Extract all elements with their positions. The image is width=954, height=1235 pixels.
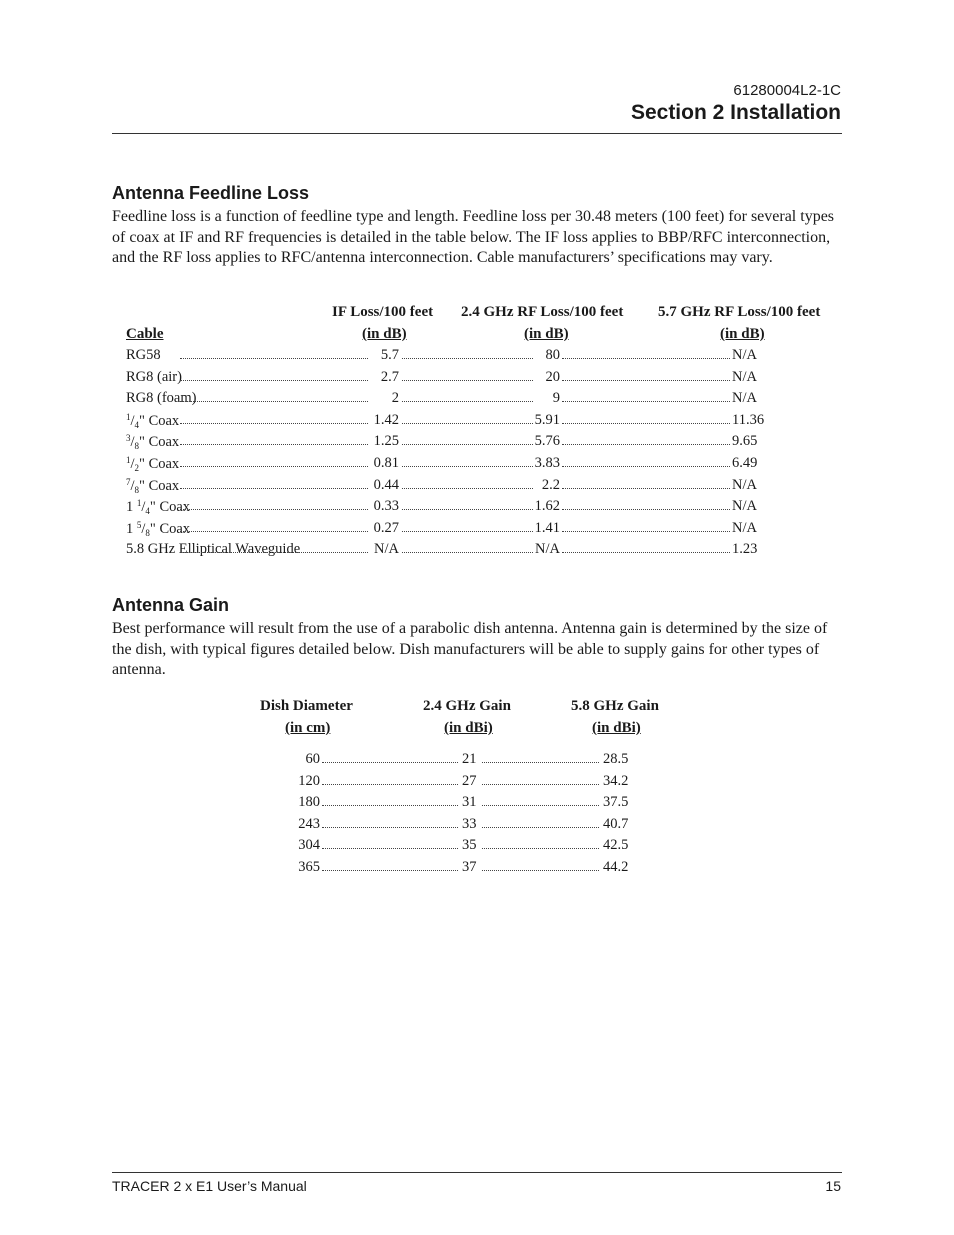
dot-leader <box>562 509 730 510</box>
dot-leader <box>402 444 533 445</box>
fraction-numerator: 7 <box>126 477 131 487</box>
dot-leader <box>322 827 458 828</box>
gain-58-cell: 44.2 <box>603 859 629 875</box>
table-row <box>0 347 954 368</box>
fraction-denominator: 8 <box>134 485 140 495</box>
col-header-gain-24: 2.4 GHz Gain <box>423 698 511 714</box>
if-loss-cell: 0.81 <box>373 455 399 471</box>
col-header-dish-diameter: Dish Diameter <box>260 698 353 714</box>
gain-24-cell: 33 <box>462 816 477 832</box>
dot-leader <box>482 848 599 849</box>
dot-leader <box>402 358 533 359</box>
dot-leader <box>322 805 458 806</box>
page-number: 15 <box>825 1178 841 1194</box>
dish-diameter-cell: 365 <box>298 859 320 875</box>
rf24-loss-cell: 9 <box>552 390 560 406</box>
cable-cell: RG8 (foam) <box>126 390 197 406</box>
table-row <box>0 412 954 433</box>
dot-leader <box>562 380 730 381</box>
table-row <box>0 816 954 837</box>
cable-suffix: " Coax <box>149 499 191 515</box>
col-header-cable: Cable <box>126 326 164 342</box>
feedline-heading: Antenna Feedline Loss <box>112 183 310 203</box>
dot-leader <box>402 488 533 489</box>
rf57-loss-cell: N/A <box>732 347 757 363</box>
dot-leader <box>322 762 458 763</box>
cable-cell: 1 $^1/_4$" Coax <box>126 498 191 516</box>
cable-suffix: " Coax <box>139 434 180 450</box>
footer-rule <box>112 1172 842 1173</box>
rf57-loss-cell: 9.65 <box>732 433 758 449</box>
manual-title: TRACER 2 x E1 User’s Manual <box>112 1178 307 1194</box>
cable-cell: RG58 <box>126 347 161 363</box>
cable-cell: 5.8 GHz Elliptical Waveguide <box>126 541 301 557</box>
dot-leader <box>180 380 368 381</box>
section-title: Section 2 Installation <box>630 101 841 124</box>
dot-leader <box>180 509 368 510</box>
gain-24-cell: 27 <box>462 773 477 789</box>
dot-leader <box>482 784 599 785</box>
dot-leader <box>402 531 533 532</box>
table-row <box>0 859 954 880</box>
fraction-numerator: 1 <box>136 498 142 508</box>
cable-prefix: 1 <box>126 499 137 515</box>
dot-leader <box>402 423 533 424</box>
dot-leader <box>180 552 368 553</box>
table-row <box>0 794 954 815</box>
cable-suffix: " Coax <box>149 521 191 537</box>
rf24-loss-cell: 80 <box>545 347 560 363</box>
dot-leader <box>402 401 533 402</box>
rf57-loss-cell: N/A <box>732 498 757 514</box>
gain-58-cell: 37.5 <box>603 794 629 810</box>
dish-diameter-cell: 243 <box>298 816 320 832</box>
table-row <box>0 751 954 772</box>
rf57-loss-cell: N/A <box>732 477 757 493</box>
dot-leader <box>482 827 599 828</box>
dot-leader <box>180 358 368 359</box>
dot-leader <box>562 444 730 445</box>
dish-diameter-cell: 180 <box>298 794 320 810</box>
dot-leader <box>180 488 368 489</box>
dot-leader <box>562 401 730 402</box>
dot-leader <box>562 358 730 359</box>
dot-leader <box>562 423 730 424</box>
dot-leader <box>180 531 368 532</box>
table-row <box>0 369 954 390</box>
col-unit-gain-24: (in dBi) <box>444 720 493 736</box>
col-unit-if-loss: (in dB) <box>362 326 407 342</box>
col-unit-rf24-loss: (in dB) <box>524 326 569 342</box>
table-row <box>0 455 954 476</box>
rf57-loss-cell: N/A <box>732 390 757 406</box>
feedline-paragraph: Feedline loss is a function of feedline type and length. Feedline loss per 30.48 meters (100 feet) for several types of coax at IF and RF frequencies is detailed in the table below. The IF loss applies to BBP/RFC interconnection, and the RF loss applies to RFC/antenna interconnection. Cable manufacturers’ specifications may vary. <box>112 208 835 267</box>
fraction-denominator: 2 <box>134 463 140 473</box>
rf24-loss-cell: 1.62 <box>534 498 560 514</box>
gain-58-cell: 28.5 <box>603 751 629 767</box>
dot-leader <box>482 870 599 871</box>
gain-24-cell: 35 <box>462 837 477 853</box>
dot-leader <box>402 509 533 510</box>
col-header-rf57-loss: 5.7 GHz RF Loss/100 feet <box>658 304 821 320</box>
dot-leader <box>562 488 730 489</box>
dot-leader <box>322 784 458 785</box>
cable-suffix: " Coax <box>139 478 180 494</box>
rf24-loss-cell: 1.41 <box>534 520 560 536</box>
table-row <box>0 541 954 562</box>
fraction-denominator: 4 <box>145 506 150 516</box>
if-loss-cell: 5.7 <box>380 347 399 363</box>
rf24-loss-cell: 20 <box>545 369 560 385</box>
dish-diameter-cell: 60 <box>305 751 320 767</box>
col-header-gain-58: 5.8 GHz Gain <box>571 698 659 714</box>
dot-leader <box>180 401 368 402</box>
cable-prefix: 1 <box>126 521 137 537</box>
rf24-loss-cell: 5.91 <box>534 412 560 428</box>
col-unit-gain-58: (in dBi) <box>592 720 641 736</box>
rf57-loss-cell: N/A <box>732 369 757 385</box>
dot-leader <box>402 552 533 553</box>
fraction-denominator: 8 <box>134 441 140 451</box>
cable-suffix: " Coax <box>139 456 180 472</box>
cable-suffix: " Coax <box>139 413 180 429</box>
col-unit-dish-diameter: (in cm) <box>285 720 331 736</box>
fraction-numerator: 1 <box>126 455 131 465</box>
rf57-loss-cell: 11.36 <box>732 412 765 428</box>
header-rule <box>112 133 842 134</box>
cable-cell: $^3/_8$" Coax <box>126 433 180 451</box>
table-row <box>0 520 954 541</box>
rf24-loss-cell: N/A <box>535 541 560 557</box>
gain-paragraph: Best performance will result from the use of a parabolic dish antenna. Antenna gain is determined by the size of the dish, with typical figures detailed below. Dish manufacturers will be able to supply gains for other types of antenna. <box>112 620 828 679</box>
cable-cell: RG8 (air) <box>126 369 182 385</box>
table-row <box>0 837 954 858</box>
gain-24-cell: 21 <box>462 751 477 767</box>
if-loss-cell: 0.33 <box>373 498 399 514</box>
dot-leader <box>180 444 368 445</box>
gain-heading: Antenna Gain <box>112 595 230 615</box>
rf57-loss-cell: N/A <box>732 520 757 536</box>
rf24-loss-cell: 2.2 <box>541 477 560 493</box>
rf57-loss-cell: 1.23 <box>732 541 758 557</box>
if-loss-cell: N/A <box>374 541 399 557</box>
dot-leader <box>482 762 599 763</box>
document-number: 61280004L2-1C <box>733 82 841 99</box>
rf24-loss-cell: 5.76 <box>534 433 560 449</box>
gain-58-cell: 34.2 <box>603 773 629 789</box>
dot-leader <box>402 380 533 381</box>
col-unit-rf57-loss: (in dB) <box>720 326 765 342</box>
if-loss-cell: 2.7 <box>380 369 399 385</box>
fraction-denominator: 8 <box>145 528 150 538</box>
fraction-numerator: 1 <box>126 412 131 422</box>
dot-leader <box>562 552 730 553</box>
fraction-numerator: 5 <box>136 520 142 530</box>
dot-leader <box>322 870 458 871</box>
col-header-if-loss: IF Loss/100 feet <box>332 304 434 320</box>
cable-cell: $^1/_4$" Coax <box>126 412 180 430</box>
dot-leader <box>562 531 730 532</box>
dot-leader <box>180 466 368 467</box>
col-header-rf24-loss: 2.4 GHz RF Loss/100 feet <box>461 304 624 320</box>
fraction-numerator: 3 <box>126 433 131 443</box>
if-loss-cell: 0.27 <box>373 520 399 536</box>
table-row <box>0 390 954 411</box>
gain-58-cell: 42.5 <box>603 837 629 853</box>
if-loss-cell: 1.25 <box>373 433 399 449</box>
table-row <box>0 477 954 498</box>
dish-diameter-cell: 304 <box>298 837 320 853</box>
dot-leader <box>180 423 368 424</box>
if-loss-cell: 1.42 <box>373 412 399 428</box>
dot-leader <box>322 848 458 849</box>
gain-24-cell: 31 <box>462 794 477 810</box>
dot-leader <box>562 466 730 467</box>
gain-58-cell: 40.7 <box>603 816 629 832</box>
rf24-loss-cell: 3.83 <box>534 455 560 471</box>
if-loss-cell: 2 <box>391 390 399 406</box>
cable-cell: 1 $^5/_8$" Coax <box>126 520 191 538</box>
dish-diameter-cell: 120 <box>298 773 320 789</box>
if-loss-cell: 0.44 <box>373 477 399 493</box>
table-row <box>0 433 954 454</box>
fraction-denominator: 4 <box>134 420 140 430</box>
cable-cell: $^1/_2$" Coax <box>126 455 180 473</box>
dot-leader <box>402 466 533 467</box>
table-row <box>0 498 954 519</box>
gain-24-cell: 37 <box>462 859 477 875</box>
cable-cell: $^7/_8$" Coax <box>126 477 180 495</box>
rf57-loss-cell: 6.49 <box>732 455 758 471</box>
table-row <box>0 773 954 794</box>
dot-leader <box>482 805 599 806</box>
